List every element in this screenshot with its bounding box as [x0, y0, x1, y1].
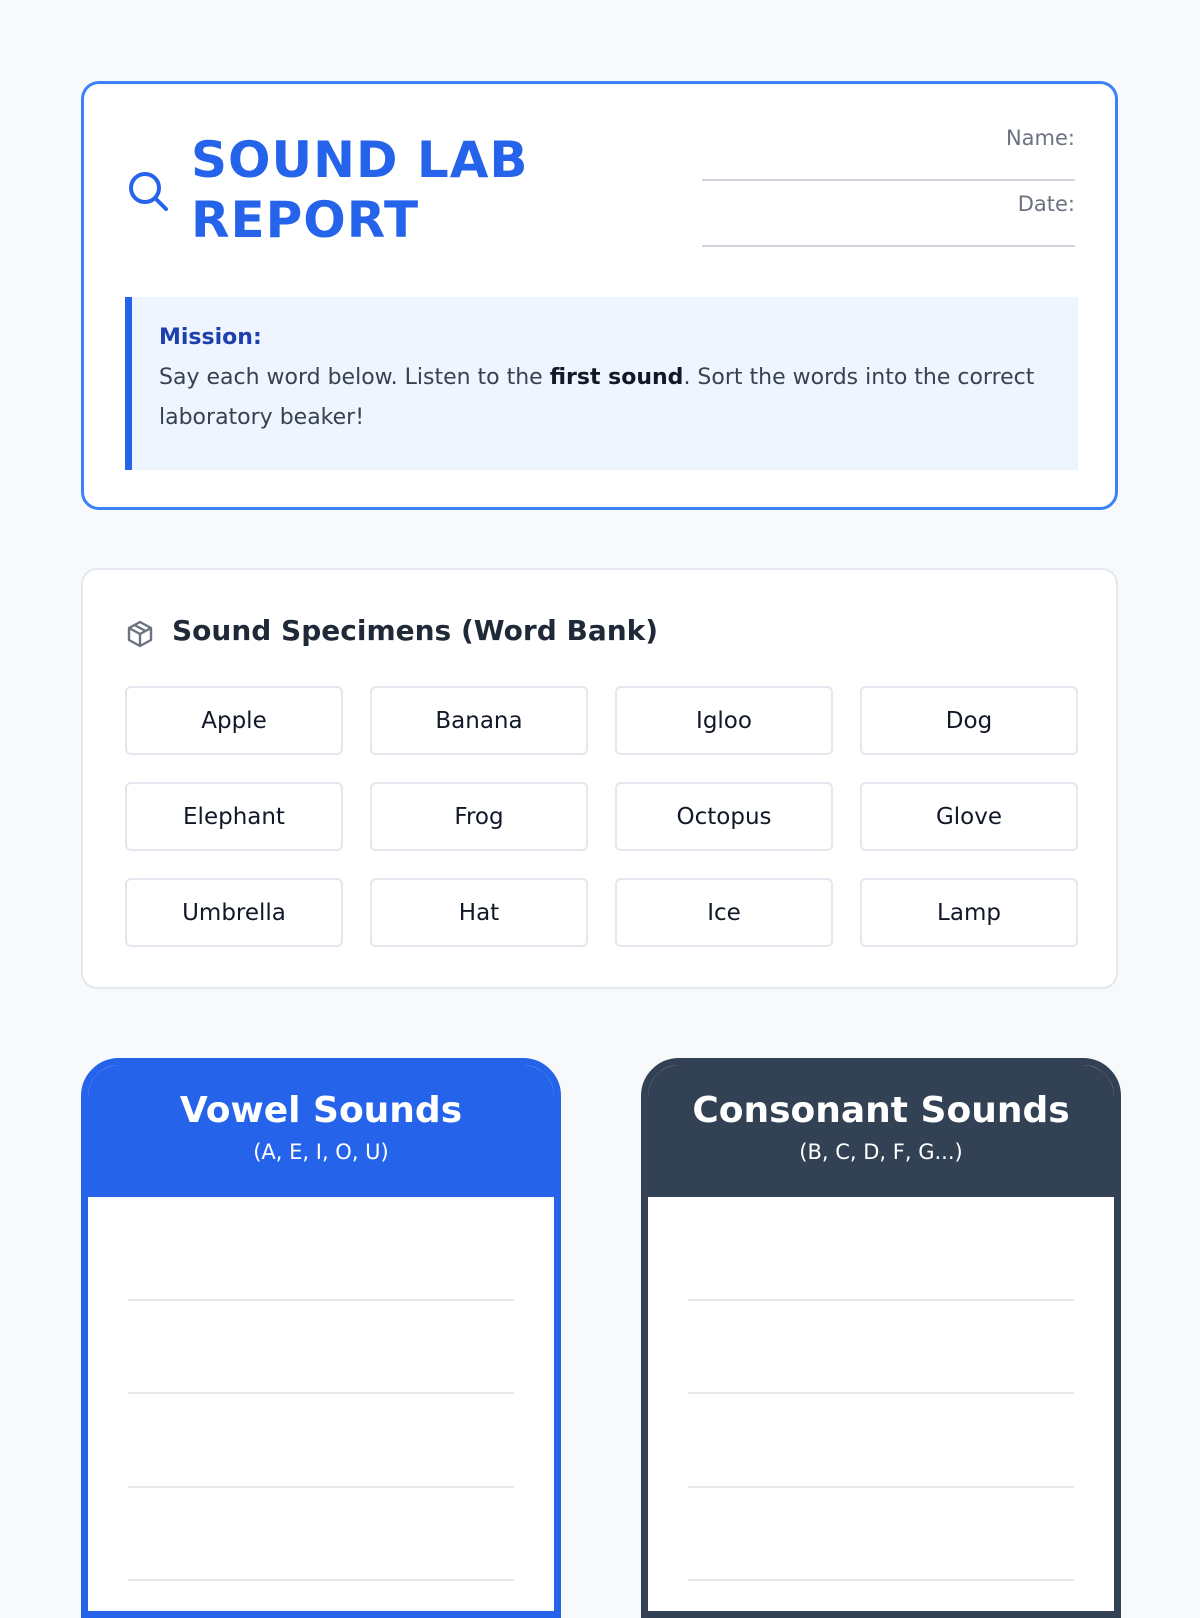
name-label: Name: [1005, 126, 1075, 150]
word-chip[interactable]: Apple [125, 686, 343, 755]
consonant-beaker[interactable] [641, 1058, 1121, 1618]
title-line-2: REPORT [191, 191, 420, 249]
consonant-answer-area[interactable] [648, 1197, 1114, 1618]
report-header-card [81, 81, 1118, 510]
mission-text-part2: . Sort the words into the correct laboratory beaker! [159, 365, 1035, 430]
word-chip[interactable]: Glove [860, 782, 1078, 851]
mission-text-part1: Say each word below. Listen to the [159, 365, 550, 390]
vowel-beaker-subtitle: (A, E, I, O, U) [253, 1140, 389, 1164]
word-chip[interactable]: Lamp [860, 878, 1078, 947]
date-field[interactable] [702, 245, 1075, 247]
answer-line[interactable] [128, 1579, 514, 1581]
mission-text-emphasis: first sound [549, 365, 684, 390]
word-chip[interactable]: Hat [370, 878, 588, 947]
vowel-beaker-header [88, 1065, 554, 1197]
answer-line[interactable] [128, 1392, 514, 1394]
search-icon [126, 169, 170, 213]
word-chip[interactable]: Ice [615, 878, 833, 947]
word-grid [125, 686, 1078, 947]
answer-line[interactable] [128, 1299, 514, 1301]
consonant-beaker-header [648, 1065, 1114, 1197]
word-chip[interactable]: Elephant [125, 782, 343, 851]
word-chip[interactable]: Igloo [615, 686, 833, 755]
consonant-beaker-subtitle: (B, C, D, F, G...) [799, 1140, 963, 1164]
mission-box [125, 297, 1078, 470]
title-line-1: SOUND LAB [191, 131, 529, 189]
page-title [191, 130, 529, 250]
word-chip[interactable]: Octopus [615, 782, 833, 851]
date-label: Date: [1017, 192, 1075, 216]
word-bank-title: Sound Specimens (Word Bank) [172, 614, 659, 647]
answer-line[interactable] [688, 1579, 1074, 1581]
cube-icon [125, 619, 155, 649]
word-bank-card [81, 568, 1118, 989]
vowel-beaker-title: Vowel Sounds [179, 1090, 463, 1131]
word-chip[interactable]: Dog [860, 686, 1078, 755]
answer-line[interactable] [688, 1392, 1074, 1394]
word-chip[interactable]: Frog [370, 782, 588, 851]
mission-label: Mission: [159, 325, 262, 350]
mission-text [159, 358, 1048, 438]
word-chip[interactable]: Banana [370, 686, 588, 755]
vowel-beaker[interactable] [81, 1058, 561, 1618]
name-field[interactable] [702, 179, 1075, 181]
answer-line[interactable] [688, 1299, 1074, 1301]
consonant-beaker-title: Consonant Sounds [692, 1090, 1070, 1131]
vowel-answer-area[interactable] [88, 1197, 554, 1618]
answer-line[interactable] [128, 1486, 514, 1488]
word-chip[interactable]: Umbrella [125, 878, 343, 947]
answer-line[interactable] [688, 1486, 1074, 1488]
